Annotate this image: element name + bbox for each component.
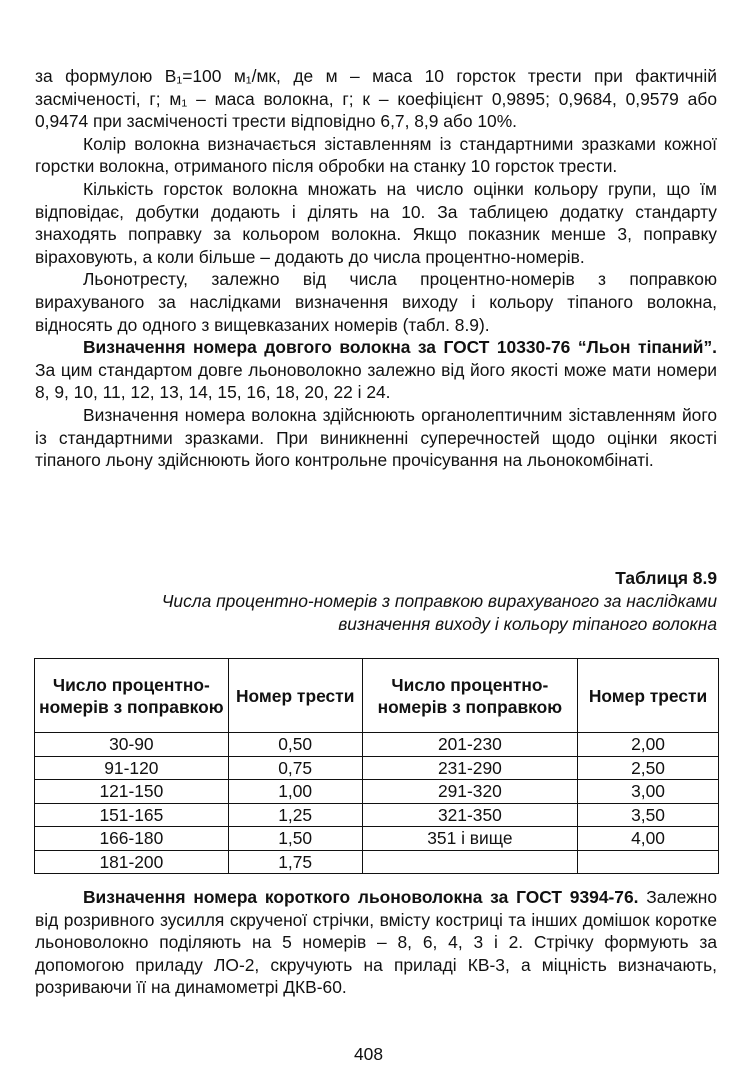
paragraph-classification: Льонотресту, залежно від числа процентно-номерів з поправкою вирахуваного за наслідками визначення виходу і кольору тіпаного волокна, відносять до одного з вищевказаних номерів (табл. 8.9).	[35, 269, 717, 335]
table-cell: 321-350	[362, 803, 577, 827]
table-cell: 1,25	[228, 803, 362, 827]
table-cell: 0,75	[228, 756, 362, 780]
table-cell: 2,50	[578, 756, 719, 780]
table-cell: 1,50	[228, 827, 362, 851]
table-cell: 151-165	[35, 803, 229, 827]
table-title-line2: визначення виходу і кольору тіпаного волокна	[338, 614, 717, 634]
table-row	[35, 850, 719, 874]
table-row	[35, 780, 719, 804]
table-cell: 3,50	[578, 803, 719, 827]
table-title-line1: Числа процентно-номерів з поправкою вирахуваного за наслідками	[161, 591, 717, 611]
table-header-row	[35, 659, 719, 733]
table-cell: 1,00	[228, 780, 362, 804]
table-cell: 121-150	[35, 780, 229, 804]
table-cell: 2,00	[578, 733, 719, 757]
short-fiber-heading: Визначення номера короткого льоноволокна за ГОСТ 9394-76.	[83, 887, 639, 907]
paragraph-count: Кількість горсток волокна множать на число оцінки кольору групи, що їм відповідає, добутки додають і ділять на 10. За таблицею додатку стандарту знаходять поправку за кольором волокна. Якщо показник менше 3, поправку віраховують, а коли більше – додають до числа процентно-номерів.	[35, 178, 717, 267]
table-cell: 91-120	[35, 756, 229, 780]
table-row	[35, 733, 719, 757]
table-row	[35, 803, 719, 827]
paragraph-organoleptic: Визначення номера волокна здійснюють органолептичним зіставленням його із стандартними зразками. При виникненні суперечностей щодо оцінки якості тіпаного льону здійснюють його контрольне прочісування на льонокомбінаті.	[35, 404, 717, 471]
table-cell: 3,00	[578, 780, 719, 804]
table-cell: 4,00	[578, 827, 719, 851]
header-percent-numbers-1: Число процентно-номерів з поправкою	[35, 659, 229, 733]
table-row	[35, 827, 719, 851]
long-fiber-heading: Визначення номера довгого волокна за ГОСТ 10330-76 “Льон тіпаний”.	[83, 337, 717, 358]
body-text	[35, 65, 717, 472]
trest-number-table	[34, 658, 719, 874]
table-cell: 201-230	[362, 733, 577, 757]
long-fiber-text: За цим стандартом довге льоноволокно залежно від його якості може мати номери 8, 9, 10, 11, 12, 13, 14, 15, 16, 18, 20, 22 і 24.	[35, 359, 717, 403]
table-cell: 166-180	[35, 827, 229, 851]
table-cell	[362, 850, 577, 874]
paragraph-long-fiber	[35, 336, 717, 404]
short-fiber-text: Залежно від розривного зусилля скрученої стрічки, вмісту кострицi та інших домішок коротке льоноволокно поділяють на 5 номерів – 8, 6, 4, 3 і 2. Стрічку формують за допомогою приладу ЛО-2, скручують на приладі КВ-3, а міцність визначають, розриваючи її на динамометрі ДКВ-60.	[35, 887, 717, 998]
table-row	[35, 756, 719, 780]
header-trest-number-2: Номер трести	[578, 659, 719, 733]
after-table-text	[35, 886, 717, 999]
table-cell: 1,75	[228, 850, 362, 874]
paragraph-color: Колір волокна визначається зіставленням із стандартними зразками кожної горстки волокна, отриманого після обробки на станку 10 горсток трести.	[35, 133, 717, 177]
table-caption	[35, 567, 717, 636]
table-cell: 291-320	[362, 780, 577, 804]
table-cell	[578, 850, 719, 874]
table-cell: 0,50	[228, 733, 362, 757]
paragraph-formula: за формулою В₁=100 м₁/мк, де м – маса 10 горсток трести при фактичній засміченості, г; м₁ – маса волокна, г; к – коефіцієнт 0,9895; 0,9684, 0,9579 або 0,9474 при засміченості трести відповідно 6,7, 8,9 або 10%.	[35, 66, 717, 132]
table-cell: 181-200	[35, 850, 229, 874]
table-label: Таблиця 8.9	[615, 568, 717, 588]
table-cell: 351 і вище	[362, 827, 577, 851]
table-cell: 30-90	[35, 733, 229, 757]
table-cell: 231-290	[362, 756, 577, 780]
page-number: 408	[353, 1044, 383, 1064]
header-percent-numbers-2: Число процентно-номерів з поправкою	[362, 659, 577, 733]
paragraph-short-fiber	[35, 886, 717, 999]
header-trest-number-1: Номер трести	[228, 659, 362, 733]
